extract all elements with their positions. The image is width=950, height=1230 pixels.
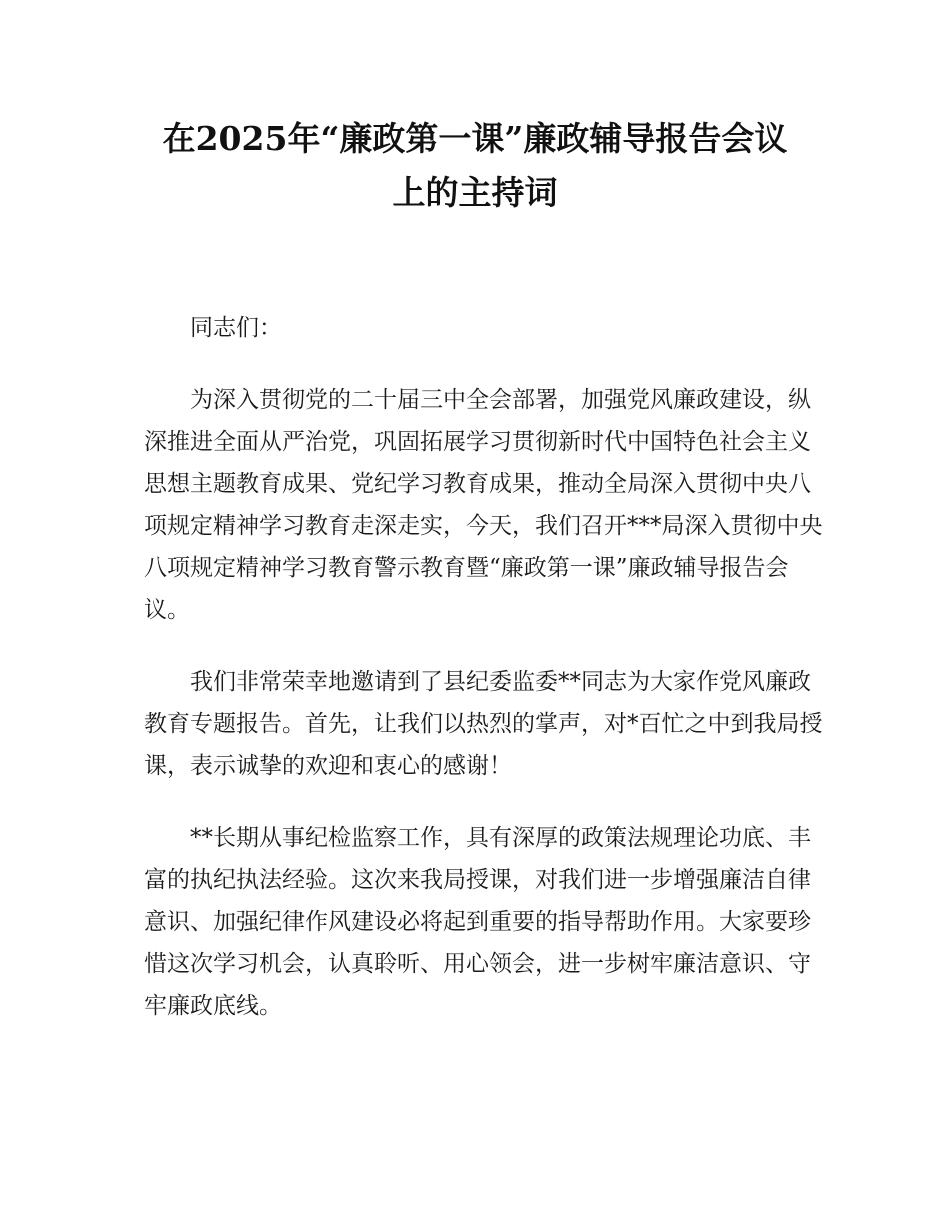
- title-line-1: 在2025年“廉政第一课”廉政辅导报告会议: [162, 119, 788, 158]
- document-body: [144, 307, 824, 1027]
- paragraph-1: 为深入贯彻党的二十届三中全会部署，加强党风廉政建设，纵深推进全面从严治党，巩固拓展学习贯彻新时代中国特色社会主义思想主题教育成果、党纪学习教育成果，推动全局深入贯彻中央八项规定精神学习教育走深走实，今天，我们召开***局深入贯彻中央八项规定精神学习教育警示教育暨“廉政第一课”廉政辅导报告会议。: [144, 387, 823, 623]
- title-line-2: 上的主持词: [392, 173, 558, 212]
- greeting: 同志们：: [190, 315, 282, 341]
- paragraph-3: **长期从事纪检监察工作，具有深厚的政策法规理论功底、丰富的执纪执法经验。这次来我局授课，对我们进一步增强廉洁自律意识、加强纪律作风建设必将起到重要的指导帮助作用。大家要珍惜这次学习机会，认真聆听、用心领会，进一步树牢廉洁意识、守牢廉政底线。: [144, 825, 811, 1019]
- document-title: [60, 112, 890, 220]
- paragraph-2: 我们非常荣幸地邀请到了县纪委监委**同志为大家作党风廉政教育专题报告。首先，让我们以热烈的掌声，对*百忙之中到我局授课，表示诚挚的欢迎和衷心的感谢！: [144, 669, 823, 779]
